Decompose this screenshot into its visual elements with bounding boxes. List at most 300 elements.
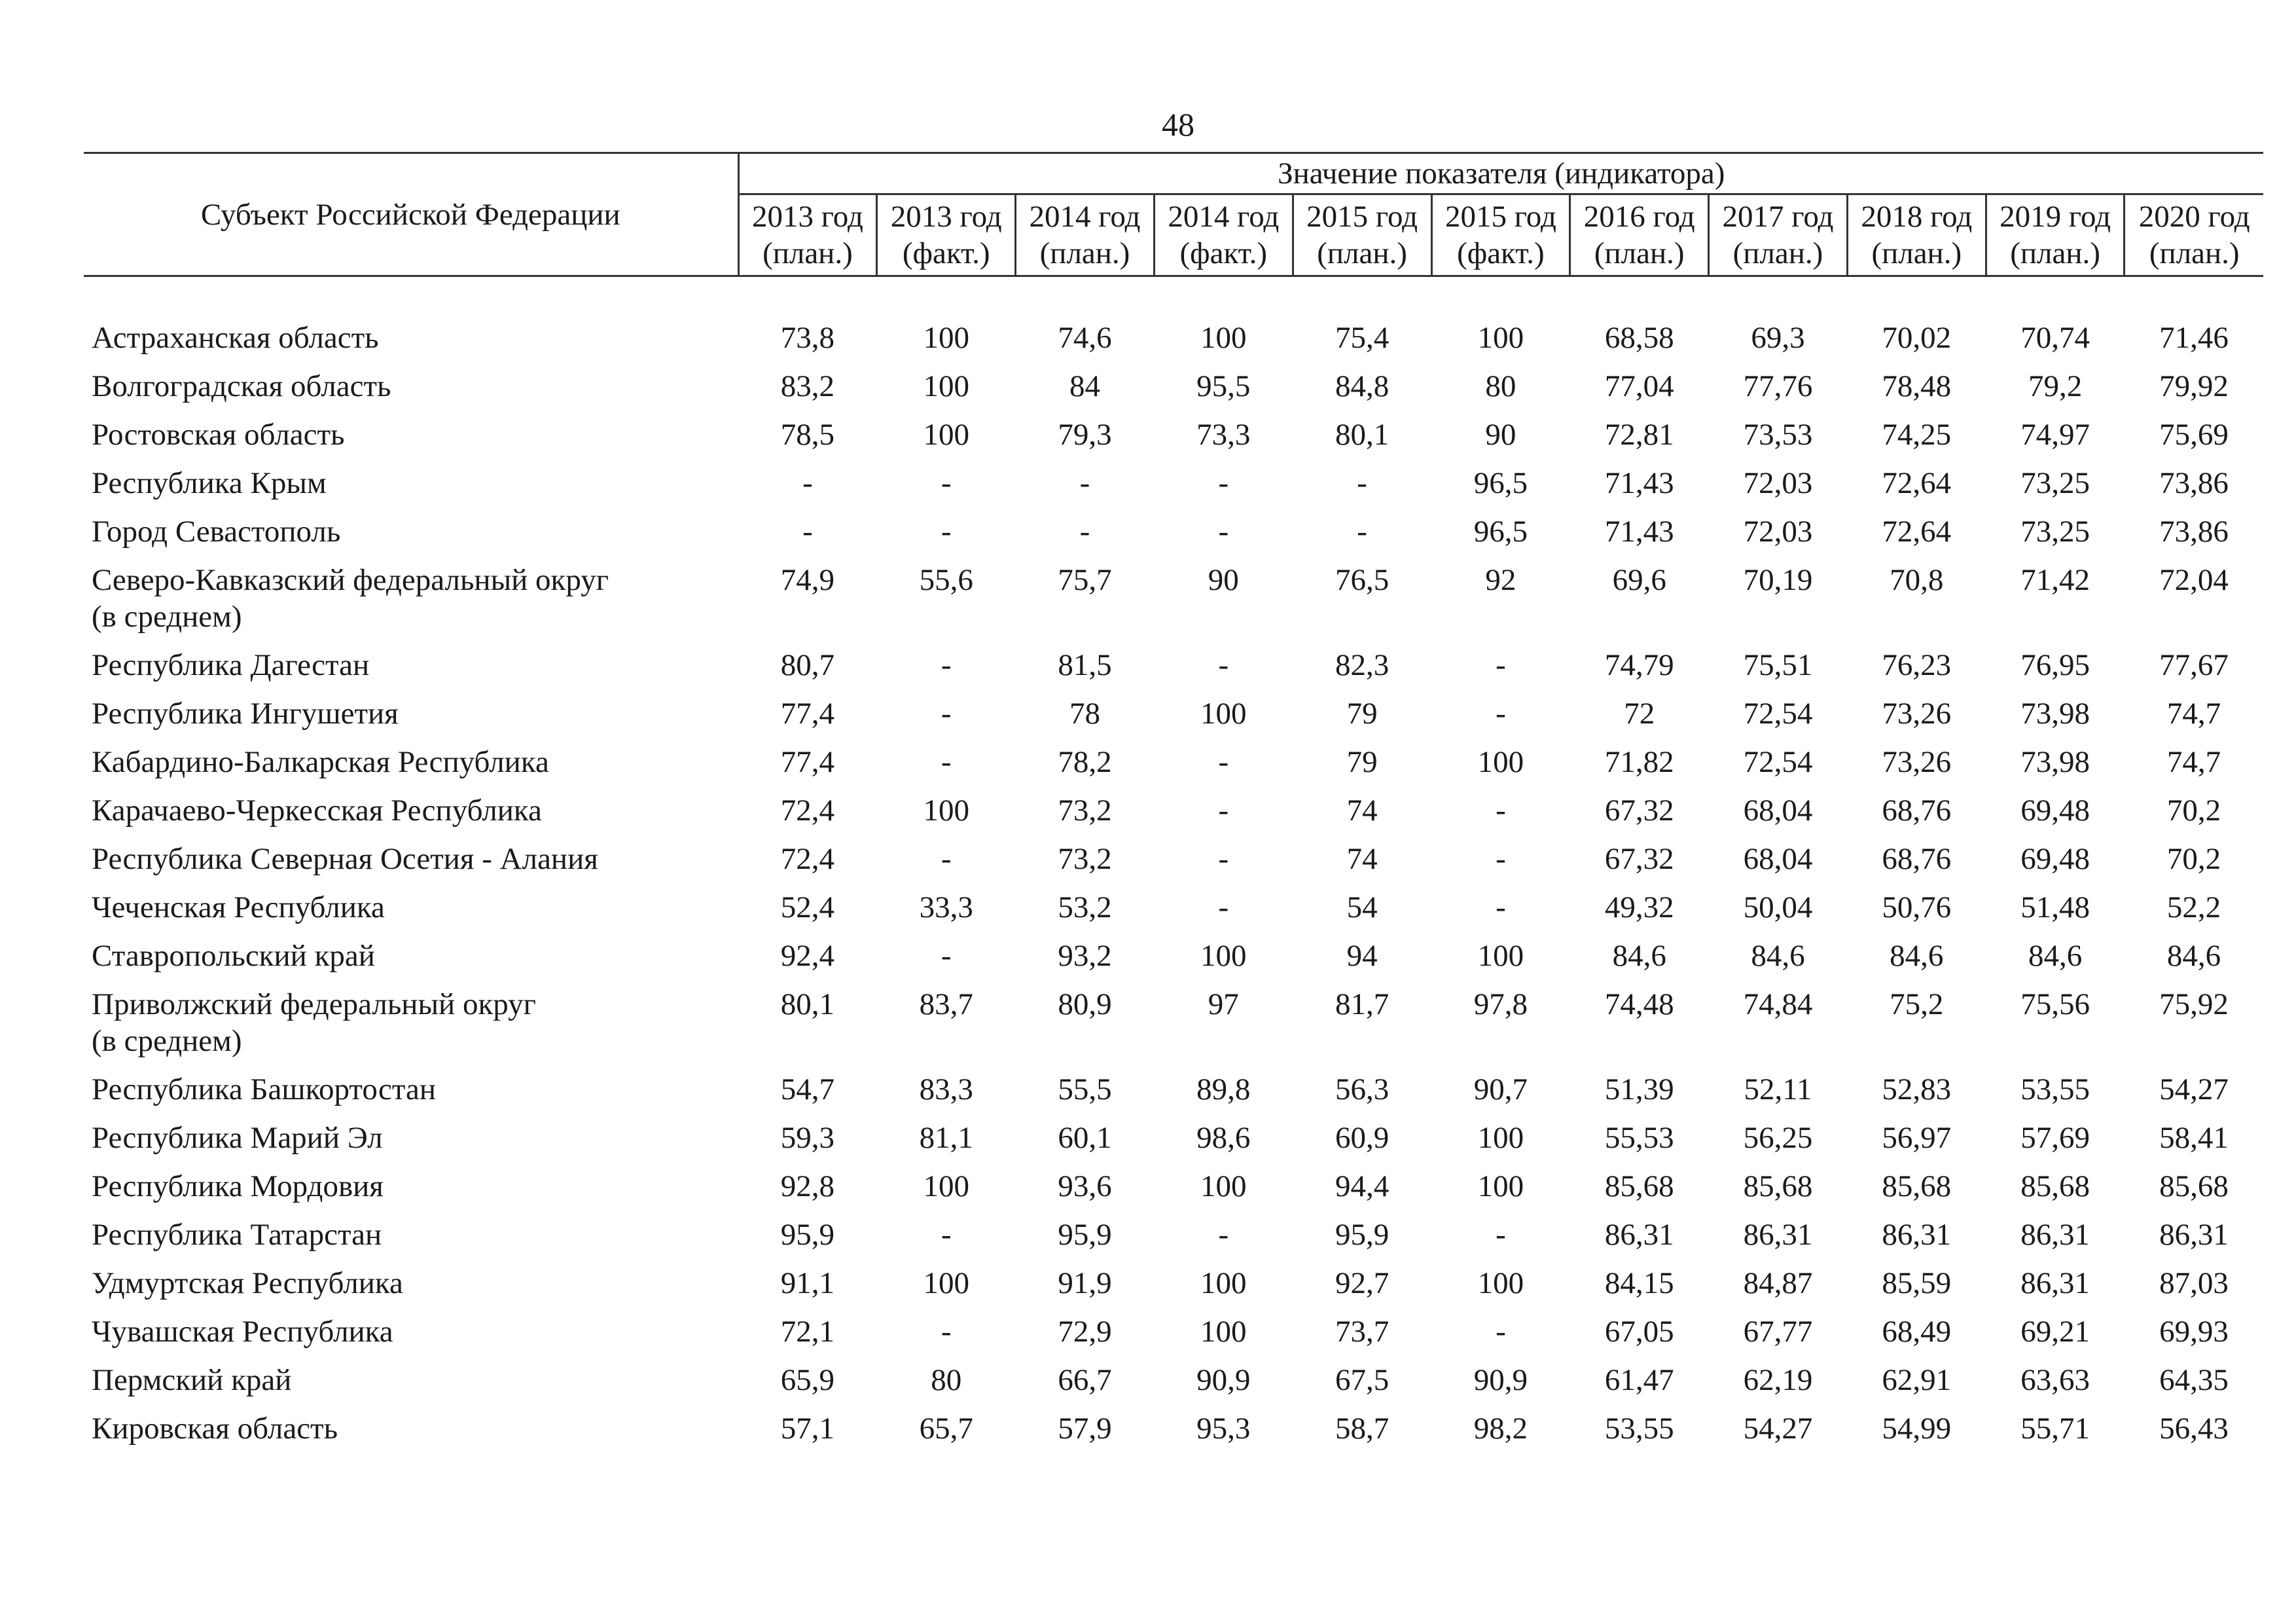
value-cell: 75,4 xyxy=(1335,321,1390,355)
region-name-cell xyxy=(84,410,738,459)
value-cell: 70,8 xyxy=(1890,563,1944,597)
value-cell: 100 xyxy=(1477,321,1524,355)
value-cell: 56,25 xyxy=(1743,1121,1813,1155)
value-cell: 50,76 xyxy=(1882,890,1952,924)
value-cell: 75,92 xyxy=(2159,987,2229,1021)
value-cell: 100 xyxy=(1200,1315,1247,1349)
value-cell: 54,27 xyxy=(2159,1072,2229,1106)
year-header-year: 2018 год xyxy=(1861,200,1973,234)
value-cell: - xyxy=(802,515,813,549)
value-cell: 73,98 xyxy=(2020,745,2090,779)
value-cell: 79 xyxy=(1346,745,1378,779)
value-cell: 91,9 xyxy=(1058,1266,1112,1300)
year-header-year: 2020 год xyxy=(2138,200,2250,234)
indicator-table xyxy=(84,152,2263,1453)
value-cell: 33,3 xyxy=(919,890,973,924)
value-cell: 100 xyxy=(1477,745,1524,779)
value-cell: 55,6 xyxy=(919,563,973,597)
value-cell: 84,6 xyxy=(1612,939,1666,973)
value-cell: 68,58 xyxy=(1604,321,1674,355)
value-cell: - xyxy=(941,1218,952,1252)
region-name-line: Республика Мордовия xyxy=(92,1169,384,1203)
value-cell: 58,41 xyxy=(2159,1121,2229,1155)
region-name-cell xyxy=(84,738,738,786)
value-cell: 61,47 xyxy=(1604,1363,1674,1397)
value-cell: 75,56 xyxy=(2020,987,2090,1021)
value-cell: 73,8 xyxy=(780,321,835,355)
value-cell: - xyxy=(1496,890,1506,924)
value-cell: 69,6 xyxy=(1612,563,1666,597)
region-name-line: Республика Татарстан xyxy=(92,1218,382,1252)
value-cell: 73,86 xyxy=(2159,515,2229,549)
value-cell: 79 xyxy=(1346,697,1378,731)
region-name-cell xyxy=(84,689,738,738)
value-cell: 72,9 xyxy=(1058,1315,1112,1349)
table-row xyxy=(84,980,2263,1065)
value-cell: 75,2 xyxy=(1890,987,1944,1021)
year-column-header xyxy=(1154,194,1293,276)
year-header-year: 2013 год xyxy=(751,200,863,234)
year-column-header xyxy=(1293,194,1431,276)
table-row xyxy=(84,932,2263,980)
value-cell: - xyxy=(1496,697,1506,731)
value-cell: 100 xyxy=(923,321,969,355)
year-header-type: (факт.) xyxy=(902,236,990,270)
value-cell: 79,3 xyxy=(1058,418,1112,452)
value-cell: 84 xyxy=(1069,369,1100,403)
year-header-type: (план.) xyxy=(1732,236,1823,270)
value-cell: 55,71 xyxy=(2020,1412,2090,1446)
value-cell: 57,9 xyxy=(1058,1412,1112,1446)
value-cell: 95,9 xyxy=(780,1218,835,1252)
value-cell: 73,25 xyxy=(2020,515,2090,549)
value-cell: - xyxy=(1357,515,1367,549)
table-row xyxy=(84,786,2263,835)
value-cell: 76,5 xyxy=(1335,563,1390,597)
value-cell: 78,48 xyxy=(1882,369,1952,403)
value-cell: 52,83 xyxy=(1882,1072,1952,1106)
value-cell: - xyxy=(1357,466,1367,500)
value-cell: 73,7 xyxy=(1335,1315,1390,1349)
value-cell: 62,91 xyxy=(1882,1363,1952,1397)
value-cell: - xyxy=(941,842,952,876)
region-name-cell xyxy=(84,314,738,362)
value-cell: 51,48 xyxy=(2020,890,2090,924)
value-cell: - xyxy=(941,515,952,549)
indicator-group-header: Значение показателя (индикатора) xyxy=(738,153,2263,194)
table-header xyxy=(84,153,2263,276)
year-header-type: (факт.) xyxy=(1179,236,1268,270)
table-row xyxy=(84,459,2263,507)
value-cell: 70,02 xyxy=(1882,321,1952,355)
region-name-line: Чувашская Республика xyxy=(92,1315,393,1349)
value-cell: 77,76 xyxy=(1743,369,1813,403)
value-cell: 65,9 xyxy=(780,1363,835,1397)
page-number: 48 xyxy=(1162,106,1194,143)
value-cell: 80,9 xyxy=(1058,987,1112,1021)
value-cell: 72,03 xyxy=(1743,515,1813,549)
year-column-header xyxy=(877,194,1016,276)
value-cell: 92,4 xyxy=(780,939,835,973)
value-cell: 84,8 xyxy=(1335,369,1390,403)
value-cell: 86,31 xyxy=(2020,1266,2090,1300)
value-cell: 78,2 xyxy=(1058,745,1112,779)
region-name-line: Кировская область xyxy=(92,1412,338,1446)
value-cell: 74,9 xyxy=(780,563,835,597)
table-row xyxy=(84,883,2263,932)
year-header-type: (план.) xyxy=(2149,236,2240,270)
value-cell: 73,3 xyxy=(1196,418,1251,452)
value-cell: 53,2 xyxy=(1058,890,1112,924)
value-cell: 74,48 xyxy=(1604,987,1674,1021)
value-cell: 52,11 xyxy=(1744,1072,1812,1106)
value-cell: - xyxy=(1496,842,1506,876)
value-cell: 98,6 xyxy=(1196,1121,1251,1155)
value-cell: 73,86 xyxy=(2159,466,2229,500)
value-cell: 70,74 xyxy=(2020,321,2090,355)
value-cell: 75,51 xyxy=(1743,648,1813,682)
value-cell: 74,25 xyxy=(1882,418,1952,452)
value-cell: 67,5 xyxy=(1335,1363,1390,1397)
value-cell: 85,68 xyxy=(1882,1169,1952,1203)
value-cell: 67,32 xyxy=(1604,793,1674,828)
year-column-header xyxy=(1709,194,1848,276)
value-cell: 89,8 xyxy=(1196,1072,1251,1106)
value-cell: 63,63 xyxy=(2020,1363,2090,1397)
region-name-line: (в среднем) xyxy=(92,600,242,634)
table-row xyxy=(84,1211,2263,1259)
table-row xyxy=(84,556,2263,641)
region-name-cell xyxy=(84,1307,738,1356)
table-row xyxy=(84,835,2263,883)
value-cell: 86,31 xyxy=(1604,1218,1674,1252)
value-cell: 74,97 xyxy=(2020,418,2090,452)
value-cell: - xyxy=(941,648,952,682)
region-name-cell xyxy=(84,1356,738,1404)
value-cell: 54,7 xyxy=(780,1072,835,1106)
value-cell: 71,43 xyxy=(1604,466,1674,500)
value-cell: 100 xyxy=(1477,1169,1524,1203)
region-name-line: Республика Башкортостан xyxy=(92,1072,436,1106)
table-row xyxy=(84,1404,2263,1453)
value-cell: 72,54 xyxy=(1743,745,1813,779)
value-cell: 94,4 xyxy=(1335,1169,1390,1203)
value-cell: 92,8 xyxy=(780,1169,835,1203)
value-cell: 73,26 xyxy=(1882,697,1952,731)
value-cell: 85,68 xyxy=(1604,1169,1674,1203)
table-row xyxy=(84,641,2263,689)
value-cell: 54 xyxy=(1346,890,1378,924)
value-cell: - xyxy=(1496,1218,1506,1252)
value-cell: 73,53 xyxy=(1743,418,1813,452)
year-header-type: (план.) xyxy=(1317,236,1407,270)
value-cell: 85,68 xyxy=(1743,1169,1813,1203)
value-cell: 80,1 xyxy=(780,987,835,1021)
value-cell: 60,9 xyxy=(1335,1121,1390,1155)
value-cell: 68,76 xyxy=(1882,842,1952,876)
value-cell: 83,3 xyxy=(919,1072,973,1106)
region-name-line: Республика Дагестан xyxy=(92,648,370,682)
year-column-header xyxy=(1431,194,1570,276)
year-header-year: 2014 год xyxy=(1029,200,1141,234)
value-cell: 73,2 xyxy=(1058,793,1112,828)
value-cell: 82,3 xyxy=(1335,648,1390,682)
value-cell: 68,49 xyxy=(1882,1315,1952,1349)
region-name-line: Волгоградская область xyxy=(92,369,391,403)
value-cell: 77,67 xyxy=(2159,648,2229,682)
value-cell: - xyxy=(1496,793,1506,828)
value-cell: 74,84 xyxy=(1743,987,1813,1021)
value-cell: 76,95 xyxy=(2020,648,2090,682)
value-cell: 86,31 xyxy=(2159,1218,2229,1252)
table-row xyxy=(84,314,2263,362)
value-cell: 90,9 xyxy=(1196,1363,1251,1397)
value-cell: 97 xyxy=(1208,987,1239,1021)
value-cell: 51,39 xyxy=(1604,1072,1674,1106)
value-cell: 100 xyxy=(1200,939,1247,973)
value-cell: 83,7 xyxy=(919,987,973,1021)
value-cell: 74 xyxy=(1346,793,1378,828)
value-cell: 68,04 xyxy=(1743,842,1813,876)
value-cell: 74,79 xyxy=(1604,648,1674,682)
value-cell: 72,4 xyxy=(780,793,835,828)
region-name-line: Республика Крым xyxy=(92,466,327,500)
value-cell: 100 xyxy=(923,1266,969,1300)
year-header-year: 2015 год xyxy=(1306,200,1418,234)
value-cell: 71,82 xyxy=(1604,745,1674,779)
value-cell: 72,64 xyxy=(1882,466,1952,500)
value-cell: 71,42 xyxy=(2020,563,2090,597)
header-spacer xyxy=(84,276,2263,314)
value-cell: 59,3 xyxy=(780,1121,835,1155)
value-cell: 95,3 xyxy=(1196,1412,1251,1446)
region-column-header: Субъект Российской Федерации xyxy=(84,153,738,276)
table-body xyxy=(84,276,2263,1453)
value-cell: 84,6 xyxy=(2166,939,2221,973)
value-cell: 67,05 xyxy=(1604,1315,1674,1349)
value-cell: 69,21 xyxy=(2020,1315,2090,1349)
region-name-cell xyxy=(84,786,738,835)
value-cell: 72,04 xyxy=(2159,563,2229,597)
table-row xyxy=(84,1065,2263,1114)
region-name-line: Чеченская Республика xyxy=(92,890,385,924)
region-name-cell xyxy=(84,980,738,1065)
value-cell: 73,26 xyxy=(1882,745,1952,779)
value-cell: 100 xyxy=(923,369,969,403)
year-column-header xyxy=(738,194,877,276)
value-cell: 78,5 xyxy=(780,418,835,452)
value-cell: 100 xyxy=(1477,1266,1524,1300)
value-cell: - xyxy=(1079,466,1090,500)
value-cell: - xyxy=(1218,890,1229,924)
table-row xyxy=(84,1259,2263,1307)
value-cell: 54,99 xyxy=(1882,1412,1952,1446)
value-cell: 73,25 xyxy=(2020,466,2090,500)
value-cell: 86,31 xyxy=(1743,1218,1813,1252)
value-cell: 93,6 xyxy=(1058,1169,1112,1203)
value-cell: 85,68 xyxy=(2159,1169,2229,1203)
value-cell: 95,9 xyxy=(1335,1218,1390,1252)
value-cell: 90 xyxy=(1208,563,1239,597)
year-header-year: 2015 год xyxy=(1444,200,1556,234)
value-cell: 100 xyxy=(923,793,969,828)
value-cell: - xyxy=(1218,842,1229,876)
table-row xyxy=(84,1356,2263,1404)
year-column-header xyxy=(2125,194,2263,276)
value-cell: 80,7 xyxy=(780,648,835,682)
year-column-header xyxy=(1570,194,1709,276)
region-name-cell xyxy=(84,932,738,980)
value-cell: 100 xyxy=(1200,697,1247,731)
value-cell: 100 xyxy=(1200,321,1247,355)
year-header-year: 2013 год xyxy=(890,200,1002,234)
value-cell: 53,55 xyxy=(1604,1412,1674,1446)
value-cell: - xyxy=(941,939,952,973)
region-name-cell xyxy=(84,1114,738,1162)
value-cell: 76,23 xyxy=(1882,648,1952,682)
region-name-cell xyxy=(84,1162,738,1211)
value-cell: 68,76 xyxy=(1882,793,1952,828)
value-cell: 58,7 xyxy=(1335,1412,1390,1446)
value-cell: - xyxy=(941,697,952,731)
region-name-line: Республика Северная Осетия - Алания xyxy=(92,842,598,876)
value-cell: 87,03 xyxy=(2159,1266,2229,1300)
value-cell: 75,7 xyxy=(1058,563,1112,597)
value-cell: 100 xyxy=(1477,939,1524,973)
year-column-header xyxy=(1847,194,1986,276)
value-cell: 74 xyxy=(1346,842,1378,876)
value-cell: 75,69 xyxy=(2159,418,2229,452)
value-cell: 56,43 xyxy=(2159,1412,2229,1446)
value-cell: 94 xyxy=(1346,939,1378,973)
spacer-cell xyxy=(84,276,2263,314)
value-cell: 97,8 xyxy=(1473,987,1528,1021)
year-header-type: (план.) xyxy=(2010,236,2100,270)
region-name-line: (в среднем) xyxy=(92,1024,242,1058)
value-cell: 56,3 xyxy=(1335,1072,1390,1106)
region-name-line: Удмуртская Республика xyxy=(92,1266,403,1300)
value-cell: 52,4 xyxy=(780,890,835,924)
value-cell: 80,1 xyxy=(1335,418,1390,452)
value-cell: 84,6 xyxy=(1890,939,1944,973)
value-cell: 70,2 xyxy=(2166,793,2221,828)
value-cell: 72,4 xyxy=(780,842,835,876)
value-cell: 77,04 xyxy=(1604,369,1674,403)
value-cell: 98,2 xyxy=(1473,1412,1528,1446)
year-header-type: (план.) xyxy=(1039,236,1130,270)
table-row xyxy=(84,507,2263,556)
value-cell: 91,1 xyxy=(780,1266,835,1300)
value-cell: 86,31 xyxy=(2020,1218,2090,1252)
value-cell: 96,5 xyxy=(1473,515,1528,549)
value-cell: 93,2 xyxy=(1058,939,1112,973)
year-header-type: (план.) xyxy=(1594,236,1685,270)
value-cell: 53,55 xyxy=(2020,1072,2090,1106)
year-header-year: 2019 год xyxy=(2000,200,2111,234)
value-cell: 90,9 xyxy=(1473,1363,1528,1397)
value-cell: 55,53 xyxy=(1604,1121,1674,1155)
value-cell: 49,32 xyxy=(1604,890,1674,924)
value-cell: 72,54 xyxy=(1743,697,1813,731)
value-cell: 92 xyxy=(1485,563,1516,597)
value-cell: 100 xyxy=(1477,1121,1524,1155)
region-name-cell xyxy=(84,1404,738,1453)
value-cell: 80 xyxy=(931,1363,962,1397)
value-cell: - xyxy=(1218,1218,1229,1252)
region-name-line: Кабардино-Балкарская Республика xyxy=(92,745,549,779)
value-cell: 84,87 xyxy=(1743,1266,1813,1300)
value-cell: 68,04 xyxy=(1743,793,1813,828)
value-cell: 55,5 xyxy=(1058,1072,1112,1106)
value-cell: 92,7 xyxy=(1335,1266,1390,1300)
table-row xyxy=(84,1162,2263,1211)
year-column-header xyxy=(1986,194,2125,276)
region-name-cell xyxy=(84,1211,738,1259)
value-cell: 74,6 xyxy=(1058,321,1112,355)
value-cell: - xyxy=(1218,745,1229,779)
value-cell: 73,2 xyxy=(1058,842,1112,876)
value-cell: 69,48 xyxy=(2020,793,2090,828)
value-cell: 79,2 xyxy=(2028,369,2083,403)
value-cell: 72,64 xyxy=(1882,515,1952,549)
year-header-type: (план.) xyxy=(1871,236,1962,270)
value-cell: 85,59 xyxy=(1882,1266,1952,1300)
table-row xyxy=(84,362,2263,410)
value-cell: 81,7 xyxy=(1335,987,1390,1021)
value-cell: 73,98 xyxy=(2020,697,2090,731)
value-cell: 77,4 xyxy=(780,745,835,779)
region-name-line: Астраханская область xyxy=(92,321,379,355)
value-cell: - xyxy=(941,1315,952,1349)
value-cell: 100 xyxy=(1200,1169,1247,1203)
value-cell: - xyxy=(1218,466,1229,500)
value-cell: 79,92 xyxy=(2159,369,2229,403)
value-cell: 81,5 xyxy=(1058,648,1112,682)
value-cell: 83,2 xyxy=(780,369,835,403)
value-cell: 67,32 xyxy=(1604,842,1674,876)
value-cell: 85,68 xyxy=(2020,1169,2090,1203)
value-cell: 54,27 xyxy=(1743,1412,1813,1446)
value-cell: - xyxy=(1218,648,1229,682)
region-name-line: Республика Марий Эл xyxy=(92,1121,383,1155)
year-column-header xyxy=(1016,194,1155,276)
year-header-year: 2016 год xyxy=(1583,200,1695,234)
value-cell: 90 xyxy=(1485,418,1516,452)
table-row xyxy=(84,689,2263,738)
value-cell: - xyxy=(941,745,952,779)
value-cell: 84,6 xyxy=(2028,939,2083,973)
value-cell: 65,7 xyxy=(919,1412,973,1446)
value-cell: 69,93 xyxy=(2159,1315,2229,1349)
value-cell: 71,46 xyxy=(2159,321,2229,355)
value-cell: 72,81 xyxy=(1604,418,1674,452)
value-cell: 100 xyxy=(923,418,969,452)
region-name-cell xyxy=(84,556,738,641)
region-name-line: Республика Ингушетия xyxy=(92,697,399,731)
value-cell: 84,6 xyxy=(1751,939,1805,973)
value-cell: 71,43 xyxy=(1604,515,1674,549)
year-header-type: (план.) xyxy=(762,236,853,270)
value-cell: 69,48 xyxy=(2020,842,2090,876)
value-cell: - xyxy=(802,466,813,500)
value-cell: 56,97 xyxy=(1882,1121,1952,1155)
region-name-line: Ростовская область xyxy=(92,418,345,452)
region-name-cell xyxy=(84,1259,738,1307)
value-cell: 100 xyxy=(923,1169,969,1203)
value-cell: 57,69 xyxy=(2020,1121,2090,1155)
value-cell: - xyxy=(1218,793,1229,828)
table-row xyxy=(84,410,2263,459)
